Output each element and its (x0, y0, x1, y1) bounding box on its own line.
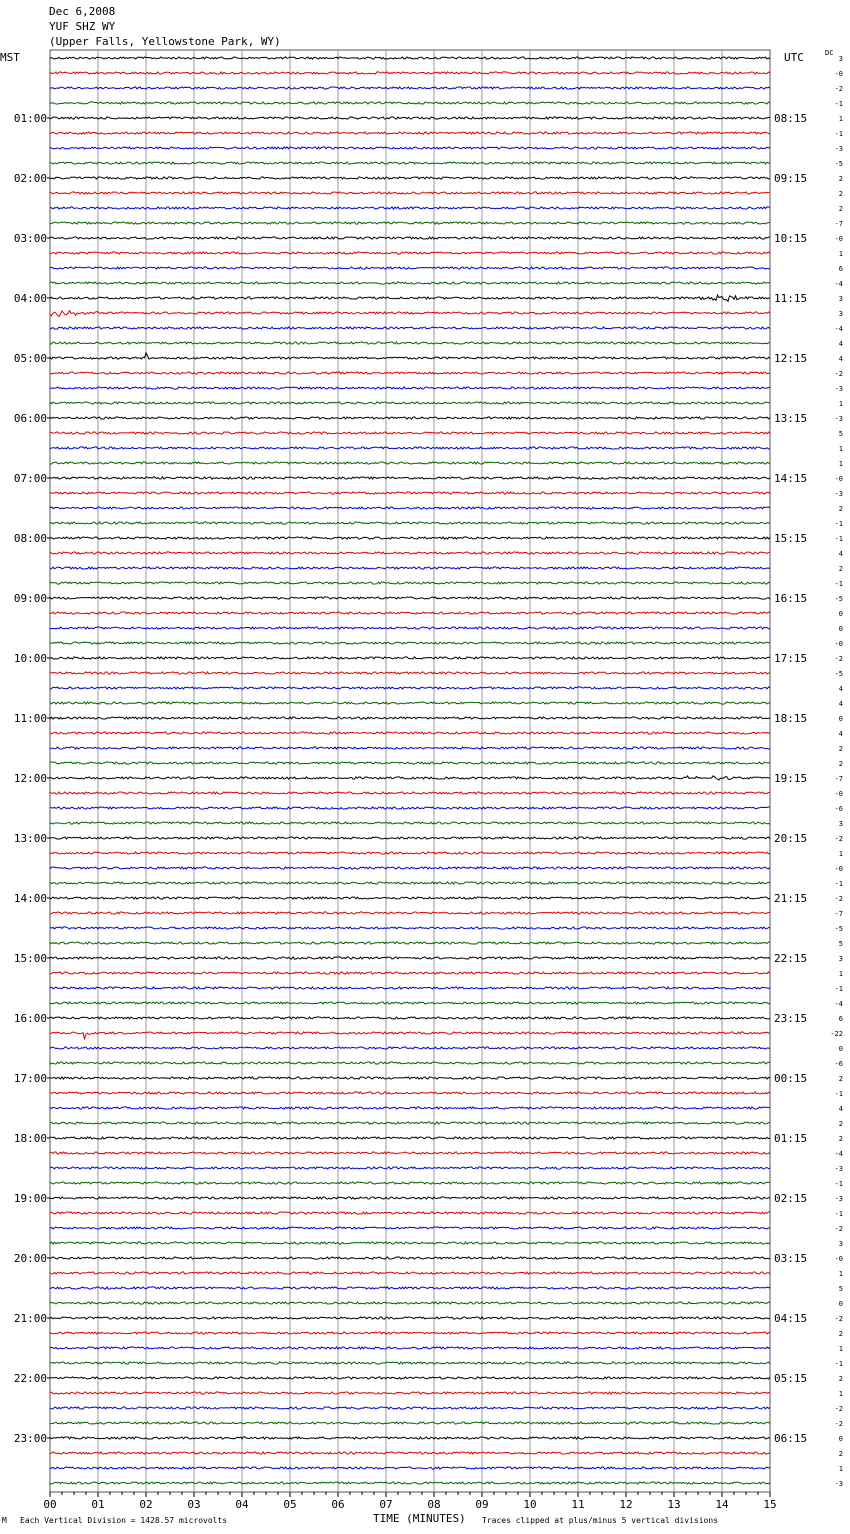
trace-84 (50, 1317, 770, 1319)
trace-17 (50, 311, 770, 317)
x-tick-label-08: 08 (427, 1498, 441, 1511)
x-tick-label-15: 15 (763, 1498, 777, 1511)
dc-offset-label-69: -1 (834, 1090, 843, 1098)
utc-hour-label-00:15: 00:15 (774, 1072, 808, 1085)
station-label: YUF SHZ WY (49, 20, 116, 33)
dc-offset-label-65: -22 (830, 1030, 843, 1038)
dc-offset-label-23: 1 (838, 400, 843, 408)
trace-25 (50, 432, 770, 434)
trace-43 (50, 702, 770, 704)
utc-hour-label-14:15: 14:15 (774, 472, 808, 485)
mst-hour-label-16:00: 16:00 (13, 1012, 47, 1025)
x-tick-label-05: 05 (283, 1498, 297, 1511)
dc-offset-label-94: 1 (838, 1465, 843, 1473)
dc-offset-label-92: 0 (838, 1435, 843, 1443)
trace-19 (50, 342, 770, 344)
mst-hour-label-18:00: 18:00 (13, 1132, 47, 1145)
mst-hour-label-02:00: 02:00 (13, 172, 47, 185)
dc-offset-label-8: 2 (838, 175, 843, 183)
dc-offset-label-38: 0 (838, 625, 843, 633)
trace-82 (50, 1287, 770, 1289)
utc-hour-label-13:15: 13:15 (774, 412, 808, 425)
dc-offset-label-12: -0 (834, 235, 843, 243)
x-tick-label-13: 13 (667, 1498, 681, 1511)
dc-offset-label-2: -2 (834, 85, 843, 93)
trace-83 (50, 1302, 770, 1304)
dc-offset-label-17: 3 (838, 310, 843, 318)
clip-note: Traces clipped at plus/minus 5 vertical divisions (482, 1516, 719, 1525)
trace-61 (50, 972, 770, 974)
dc-offset-label-20: 4 (838, 355, 843, 363)
trace-65 (50, 1032, 770, 1039)
dc-offset-label-63: -4 (834, 1000, 843, 1008)
trace-41 (50, 672, 770, 674)
dc-offset-label-25: 5 (838, 430, 843, 438)
trace-80 (50, 1257, 770, 1259)
trace-87 (50, 1362, 770, 1364)
trace-46 (50, 747, 770, 749)
dc-offset-label-68: 2 (838, 1075, 843, 1083)
mst-hour-label-01:00: 01:00 (13, 112, 47, 125)
dc-offset-label-21: -2 (834, 370, 843, 378)
trace-95 (50, 1482, 770, 1484)
dc-offset-label-46: 2 (838, 745, 843, 753)
dc-offset-label-13: 1 (838, 250, 843, 258)
dc-offset-label-44: 0 (838, 715, 843, 723)
dc-offset-label-84: -2 (834, 1315, 843, 1323)
trace-18 (50, 327, 770, 329)
dc-offset-label-95: -3 (834, 1480, 843, 1488)
trace-0 (50, 57, 770, 59)
mst-hour-label-11:00: 11:00 (13, 712, 47, 725)
mst-hour-label-10:00: 10:00 (13, 652, 47, 665)
trace-30 (50, 507, 770, 509)
dc-offset-label-28: -0 (834, 475, 843, 483)
trace-35 (50, 582, 770, 584)
dc-offset-label-11: -7 (834, 220, 843, 228)
trace-3 (50, 102, 770, 104)
trace-31 (50, 522, 770, 524)
dc-offset-label-70: 4 (838, 1105, 843, 1113)
dc-offset-label-45: 4 (838, 730, 843, 738)
trace-85 (50, 1332, 770, 1334)
x-tick-label-10: 10 (523, 1498, 537, 1511)
dc-offset-label-86: 1 (838, 1345, 843, 1353)
trace-8 (50, 177, 770, 179)
dc-offset-label-48: -7 (834, 775, 843, 783)
dc-offset-label-16: 3 (838, 295, 843, 303)
dc-offset-label-5: -1 (834, 130, 843, 138)
dc-offset-label-62: -1 (834, 985, 843, 993)
trace-38 (50, 627, 770, 629)
trace-45 (50, 732, 770, 734)
dc-offset-label-14: 6 (838, 265, 843, 273)
trace-44 (50, 717, 770, 719)
dc-offset-label-64: 6 (838, 1015, 843, 1023)
trace-4 (50, 117, 770, 119)
trace-75 (50, 1182, 770, 1184)
trace-53 (50, 852, 770, 854)
trace-33 (50, 552, 770, 554)
location-label: (Upper Falls, Yellowstone Park, WY) (49, 35, 281, 48)
dc-offset-label-72: 2 (838, 1135, 843, 1143)
trace-74 (50, 1167, 770, 1169)
mst-hour-label-09:00: 09:00 (13, 592, 47, 605)
dc-offset-label-55: -1 (834, 880, 843, 888)
mst-hour-label-23:00: 23:00 (13, 1432, 47, 1445)
trace-9 (50, 192, 770, 194)
dc-offset-label-80: -0 (834, 1255, 843, 1263)
plot-frame (50, 50, 770, 1492)
utc-hour-label-23:15: 23:15 (774, 1012, 808, 1025)
dc-offset-label-47: 2 (838, 760, 843, 768)
dc-offset-label-0: 3 (838, 55, 843, 63)
utc-hour-label-09:15: 09:15 (774, 172, 808, 185)
dc-offset-label-81: 1 (838, 1270, 843, 1278)
dc-offset-label-36: -5 (834, 595, 843, 603)
dc-offset-label-93: 2 (838, 1450, 843, 1458)
mst-hour-label-07:00: 07:00 (13, 472, 47, 485)
utc-hour-label-19:15: 19:15 (774, 772, 808, 785)
dc-offset-label-73: -4 (834, 1150, 843, 1158)
trace-88 (50, 1377, 770, 1379)
x-tick-label-11: 11 (571, 1498, 585, 1511)
utc-hour-label-03:15: 03:15 (774, 1252, 808, 1265)
dc-offset-label-35: -1 (834, 580, 843, 588)
mst-hour-label-13:00: 13:00 (13, 832, 47, 845)
dc-offset-label-85: 2 (838, 1330, 843, 1338)
trace-26 (50, 447, 770, 449)
dc-offset-label-82: 5 (838, 1285, 843, 1293)
date-label: Dec 6,2008 (49, 5, 116, 18)
trace-1 (50, 72, 770, 74)
corner-mark: M (2, 1516, 7, 1525)
x-tick-label-06: 06 (331, 1498, 345, 1511)
dc-offset-label-32: -1 (834, 535, 843, 543)
mst-hour-label-04:00: 04:00 (13, 292, 47, 305)
dc-offset-label-34: 2 (838, 565, 843, 573)
trace-76 (50, 1197, 770, 1199)
utc-hour-label-15:15: 15:15 (774, 532, 808, 545)
dc-offset-label-43: 4 (838, 700, 843, 708)
utc-hour-label-16:15: 16:15 (774, 592, 808, 605)
trace-20 (50, 353, 770, 359)
trace-54 (50, 867, 770, 869)
dc-offset-label-57: -7 (834, 910, 843, 918)
trace-29 (50, 492, 770, 494)
x-tick-label-07: 07 (379, 1498, 393, 1511)
dc-offset-label-37: 0 (838, 610, 843, 618)
utc-hour-label-02:15: 02:15 (774, 1192, 808, 1205)
dc-offset-label-49: -0 (834, 790, 843, 798)
x-tick-label-01: 01 (91, 1498, 105, 1511)
trace-67 (50, 1062, 770, 1064)
dc-offset-header: DC (825, 49, 834, 57)
x-tick-label-04: 04 (235, 1498, 249, 1511)
utc-hour-label-08:15: 08:15 (774, 112, 808, 125)
mst-hour-label-15:00: 15:00 (13, 952, 47, 965)
dc-offset-label-90: -2 (834, 1405, 843, 1413)
x-tick-label-12: 12 (619, 1498, 633, 1511)
mst-hour-label-21:00: 21:00 (13, 1312, 47, 1325)
trace-2 (50, 87, 770, 89)
mst-hour-label-06:00: 06:00 (13, 412, 47, 425)
dc-offset-label-24: -3 (834, 415, 843, 423)
utc-hour-label-12:15: 12:15 (774, 352, 808, 365)
dc-offset-label-58: -5 (834, 925, 843, 933)
x-tick-label-02: 02 (139, 1498, 153, 1511)
trace-50 (50, 807, 770, 809)
trace-12 (50, 237, 770, 239)
trace-14 (50, 267, 770, 269)
trace-60 (50, 957, 770, 959)
dc-offset-label-18: -4 (834, 325, 843, 333)
trace-5 (50, 132, 770, 134)
trace-34 (50, 567, 770, 569)
trace-86 (50, 1347, 770, 1349)
trace-94 (50, 1467, 770, 1469)
dc-offset-label-83: 0 (838, 1300, 843, 1308)
dc-offset-label-7: -5 (834, 160, 843, 168)
trace-37 (50, 612, 770, 614)
trace-62 (50, 987, 770, 989)
trace-64 (50, 1017, 770, 1019)
trace-7 (50, 162, 770, 164)
trace-22 (50, 387, 770, 389)
mst-hour-label-08:00: 08:00 (13, 532, 47, 545)
trace-42 (50, 687, 770, 689)
trace-70 (50, 1107, 770, 1109)
utc-hour-label-05:15: 05:15 (774, 1372, 808, 1385)
dc-offset-label-41: -5 (834, 670, 843, 678)
dc-offset-label-51: 3 (838, 820, 843, 828)
dc-offset-label-40: -2 (834, 655, 843, 663)
trace-81 (50, 1272, 770, 1274)
dc-offset-label-71: 2 (838, 1120, 843, 1128)
x-tick-label-09: 09 (475, 1498, 489, 1511)
trace-92 (50, 1437, 770, 1439)
dc-offset-label-50: -6 (834, 805, 843, 813)
dc-offset-label-74: -3 (834, 1165, 843, 1173)
trace-90 (50, 1407, 770, 1409)
dc-offset-label-78: -2 (834, 1225, 843, 1233)
mst-hour-label-19:00: 19:00 (13, 1192, 47, 1205)
utc-hour-label-17:15: 17:15 (774, 652, 808, 665)
trace-40 (50, 657, 770, 659)
mst-hour-label-03:00: 03:00 (13, 232, 47, 245)
trace-73 (50, 1152, 770, 1154)
mst-hour-label-20:00: 20:00 (13, 1252, 47, 1265)
dc-offset-label-26: 1 (838, 445, 843, 453)
dc-offset-label-27: 1 (838, 460, 843, 468)
trace-49 (50, 792, 770, 794)
dc-offset-label-1: -0 (834, 70, 843, 78)
dc-offset-label-15: -4 (834, 280, 843, 288)
dc-offset-label-60: 3 (838, 955, 843, 963)
dc-offset-label-76: -3 (834, 1195, 843, 1203)
trace-93 (50, 1452, 770, 1454)
dc-offset-label-88: 2 (838, 1375, 843, 1383)
utc-hour-label-06:15: 06:15 (774, 1432, 808, 1445)
dc-offset-label-75: -1 (834, 1180, 843, 1188)
x-tick-label-00: 00 (43, 1498, 57, 1511)
dc-offset-label-19: 4 (838, 340, 843, 348)
dc-offset-label-66: 0 (838, 1045, 843, 1053)
dc-offset-label-33: 4 (838, 550, 843, 558)
dc-offset-label-67: -6 (834, 1060, 843, 1068)
dc-offset-label-6: -3 (834, 145, 843, 153)
trace-39 (50, 642, 770, 644)
trace-10 (50, 207, 770, 209)
mst-hour-label-14:00: 14:00 (13, 892, 47, 905)
dc-offset-label-79: 3 (838, 1240, 843, 1248)
trace-78 (50, 1227, 770, 1229)
mst-hour-label-12:00: 12:00 (13, 772, 47, 785)
dc-offset-label-87: -1 (834, 1360, 843, 1368)
trace-23 (50, 402, 770, 404)
trace-68 (50, 1077, 770, 1079)
trace-16 (50, 295, 770, 301)
dc-offset-label-39: -0 (834, 640, 843, 648)
trace-56 (50, 897, 770, 899)
dc-offset-label-52: -2 (834, 835, 843, 843)
dc-offset-label-4: 1 (838, 115, 843, 123)
utc-hour-label-04:15: 04:15 (774, 1312, 808, 1325)
scale-note: Each Vertical Division = 1428.57 microvolts (20, 1516, 228, 1525)
trace-59 (50, 942, 770, 944)
trace-36 (50, 597, 770, 599)
trace-32 (50, 537, 770, 539)
utc-hour-label-10:15: 10:15 (774, 232, 808, 245)
dc-offset-label-22: -3 (834, 385, 843, 393)
trace-48 (50, 776, 770, 780)
trace-91 (50, 1422, 770, 1424)
trace-57 (50, 912, 770, 914)
trace-28 (50, 477, 770, 479)
dc-offset-label-42: 4 (838, 685, 843, 693)
left-timezone-label: MST (0, 51, 20, 64)
dc-offset-label-10: 2 (838, 205, 843, 213)
dc-offset-label-61: 1 (838, 970, 843, 978)
x-tick-label-03: 03 (187, 1498, 201, 1511)
trace-79 (50, 1242, 770, 1244)
dc-offset-label-3: -1 (834, 100, 843, 108)
trace-52 (50, 837, 770, 839)
dc-offset-label-9: 2 (838, 190, 843, 198)
dc-offset-label-56: -2 (834, 895, 843, 903)
dc-offset-label-53: 1 (838, 850, 843, 858)
trace-71 (50, 1122, 770, 1124)
trace-66 (50, 1047, 770, 1049)
dc-offset-label-54: -0 (834, 865, 843, 873)
utc-hour-label-01:15: 01:15 (774, 1132, 808, 1145)
right-timezone-label: UTC (784, 51, 804, 64)
dc-offset-label-77: -1 (834, 1210, 843, 1218)
trace-24 (50, 417, 770, 419)
x-axis-label: TIME (MINUTES) (373, 1512, 466, 1525)
trace-89 (50, 1392, 770, 1394)
trace-77 (50, 1212, 770, 1214)
dc-offset-label-29: -3 (834, 490, 843, 498)
dc-offset-label-89: 1 (838, 1390, 843, 1398)
mst-hour-label-17:00: 17:00 (13, 1072, 47, 1085)
trace-11 (50, 222, 770, 224)
trace-21 (50, 372, 770, 374)
trace-51 (50, 822, 770, 824)
trace-69 (50, 1092, 770, 1094)
mst-hour-label-22:00: 22:00 (13, 1372, 47, 1385)
dc-offset-label-59: 5 (838, 940, 843, 948)
mst-hour-label-05:00: 05:00 (13, 352, 47, 365)
utc-hour-label-20:15: 20:15 (774, 832, 808, 845)
x-tick-label-14: 14 (715, 1498, 729, 1511)
utc-hour-label-18:15: 18:15 (774, 712, 808, 725)
trace-63 (50, 1002, 770, 1004)
utc-hour-label-22:15: 22:15 (774, 952, 808, 965)
dc-offset-label-91: -2 (834, 1420, 843, 1428)
trace-27 (50, 462, 770, 464)
dc-offset-label-31: -1 (834, 520, 843, 528)
trace-6 (50, 147, 770, 149)
trace-47 (50, 762, 770, 764)
dc-offset-label-30: 2 (838, 505, 843, 513)
utc-hour-label-11:15: 11:15 (774, 292, 808, 305)
trace-15 (50, 282, 770, 284)
trace-72 (50, 1137, 770, 1139)
utc-hour-label-21:15: 21:15 (774, 892, 808, 905)
trace-55 (50, 882, 770, 884)
trace-13 (50, 252, 770, 254)
trace-58 (50, 927, 770, 929)
